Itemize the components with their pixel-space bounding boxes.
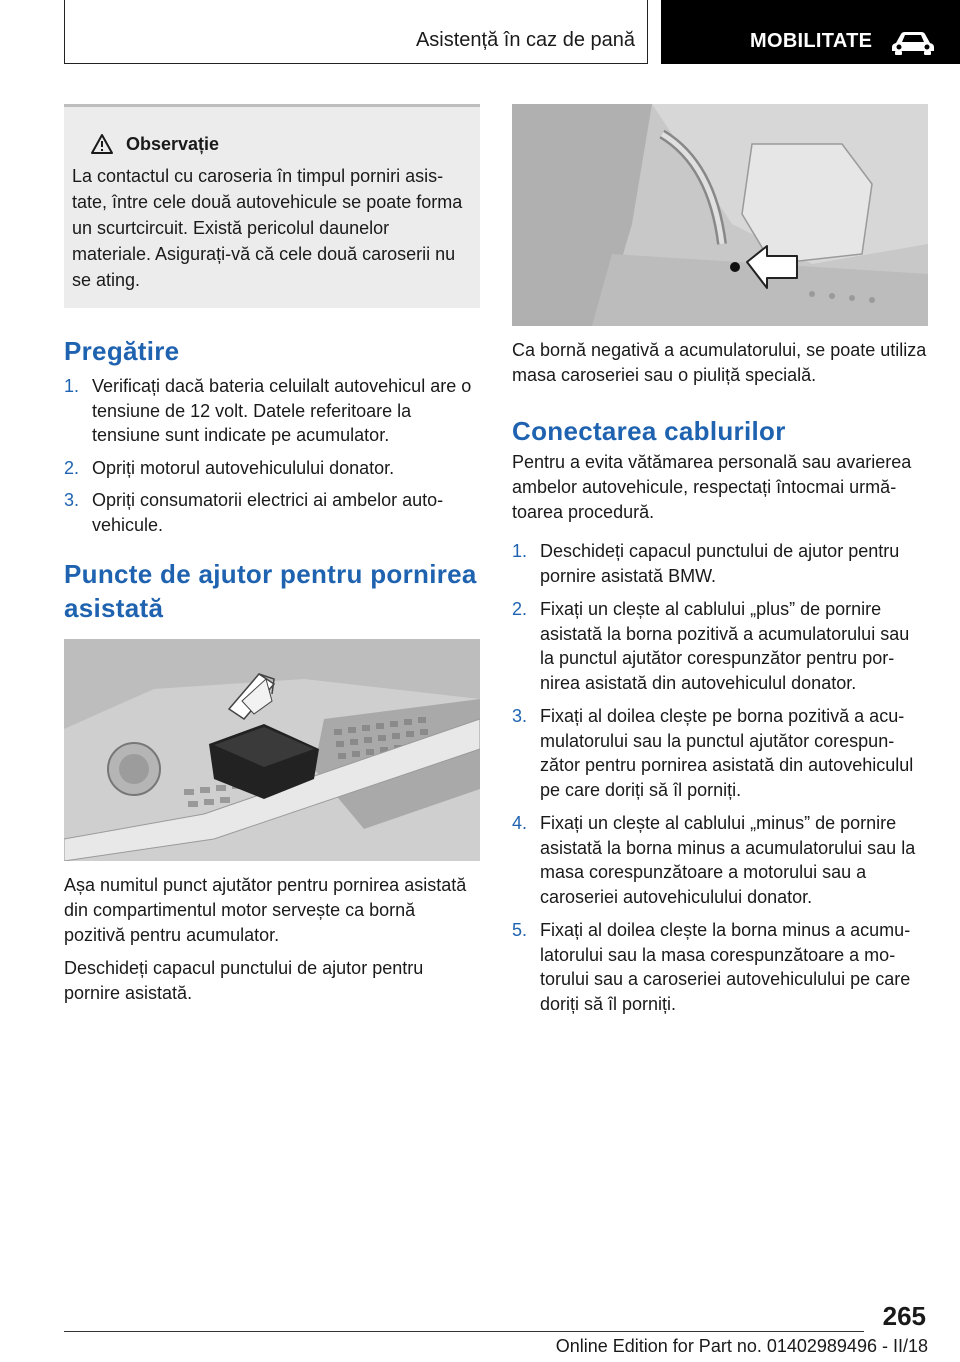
step-number: 3. (512, 706, 528, 726)
list-item (64, 374, 480, 448)
step-text: Fixați un clește al cablului „plus” de pornire asistată la borna pozitivă a acumulatorului sau la punctul ajutător corespunzător pentru pornirea asistată din autovehiculul donator. (540, 599, 910, 693)
negative-terminal-illustration (512, 104, 928, 326)
heading-pregatire: Pregătire (64, 336, 180, 366)
jump-start-point-illustration (64, 639, 480, 861)
engine-ground-drawing (512, 104, 928, 326)
footer-divider (64, 1331, 864, 1332)
caption-negative-terminal: Ca bornă negativă a acumulatorului, se poate utiliza masa caroseriei sau o piuliță specială. (512, 340, 927, 385)
left-column (64, 104, 480, 1006)
list-item (512, 597, 928, 695)
pregatire-steps (64, 374, 480, 537)
note-title: Observație (126, 133, 220, 154)
step-number: 1. (64, 376, 80, 396)
step-text: Verificați dacă bateria celuilalt autovehicul are o tensiune de 12 volt. Datele referitoare la tensiune sunt indicate pe acumulator. (92, 376, 472, 445)
car-icon (890, 29, 936, 55)
step-text: Fixați al doilea clește pe borna pozitivă a acumulatorului sau la punctul ajutător corespunzător pentru pornirea asistată din autovehiculul pe care doriți să îl porniți. (540, 706, 914, 800)
caption-puncte-1: Așa numitul punct ajutător pentru pornirea asistată din compartimentul motor servește ca bornă pozitivă pentru acumulator. (64, 875, 467, 945)
header-section-title: Asistență în caz de pană (415, 29, 635, 51)
header-chapter-title: MOBILITATE (750, 30, 873, 52)
heading-puncte: Puncte de ajutor pentru pornirea asistată (64, 559, 477, 623)
step-text: Opriți motorul autovehiculului donator. (92, 457, 395, 478)
list-item (512, 539, 928, 588)
step-text: Fixați al doilea clește la borna minus a acumulatorului sau la masa corespunzătoare a motorului sau a caroseriei autovehiculului pe care doriți să îl porniți. (540, 920, 911, 1014)
list-item (512, 918, 928, 1016)
engine-bay-drawing (64, 639, 480, 861)
step-number: 2. (64, 457, 80, 478)
conectarea-steps (512, 539, 928, 1016)
footer-edition: Online Edition for Part no. 01402989496 - II/18 (555, 1336, 928, 1356)
step-text: Deschideți capacul punctului de ajutor pentru pornire asistată BMW. (540, 541, 900, 586)
page-number: 265 (882, 1301, 926, 1331)
warning-icon (90, 133, 114, 155)
heading-conectarea: Conectarea cablurilor (512, 416, 786, 446)
step-number: 5. (512, 920, 528, 940)
note-header (90, 133, 472, 155)
step-number: 1. (512, 541, 528, 561)
step-number: 2. (512, 599, 528, 619)
step-text: Opriți consumatorii electrici ai ambelor autovehicule. (92, 490, 444, 535)
warning-note (64, 104, 480, 308)
header-section-box (64, 0, 648, 64)
note-body: La contactul cu caroseria în timpul porniri asistate, între cele două autovehicule se poate forma un scurtcircuit. Există pericolul daunelor materiale. Asigurați-vă că cele două caroserii nu se ating. (72, 166, 463, 290)
step-number: 4. (512, 813, 528, 833)
conectarea-intro: Pentru a evita vătămarea personală sau avarierea ambelor autovehicule, respectați întocmai următoarea procedură. (512, 452, 912, 522)
list-item (512, 704, 928, 802)
caption-puncte-2: Deschideți capacul punctului de ajutor pentru pornire asistată. (64, 958, 424, 1003)
list-item (64, 456, 480, 481)
step-text: Fixați un clește al cablului „minus” de pornire asistată la borna minus a acumulatorului sau la masa corespunzătoare a motorului sau a caroseriei autovehiculului donator. (540, 813, 916, 907)
header-chapter-box (661, 0, 960, 64)
right-column (512, 104, 928, 1016)
list-item (64, 488, 480, 537)
list-item (512, 811, 928, 909)
step-number: 3. (64, 490, 80, 510)
